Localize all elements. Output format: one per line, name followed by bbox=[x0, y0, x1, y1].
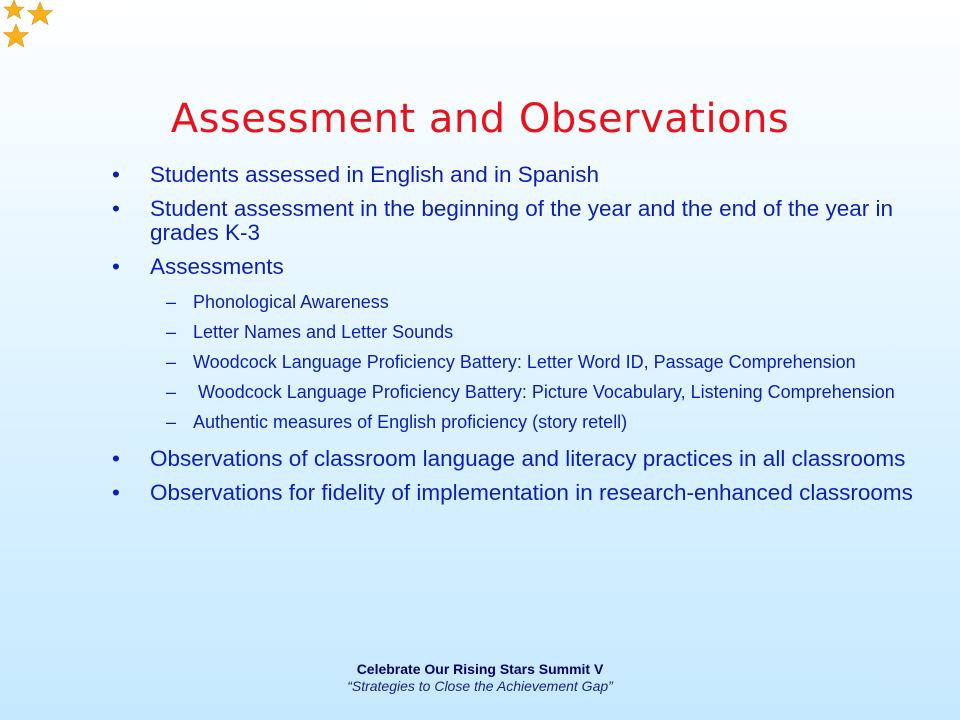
bullet-item bbox=[112, 481, 932, 505]
star-icon bbox=[4, 0, 24, 19]
sub-bullet-item bbox=[166, 291, 932, 313]
bullet-marker: • bbox=[112, 446, 120, 471]
star-icon bbox=[4, 24, 29, 47]
sub-bullet-text: Woodcock Language Proficiency Battery: Picture Vocabulary, Listening Comprehension bbox=[193, 382, 895, 402]
slide-title: Assessment and Observations bbox=[170, 96, 790, 142]
sub-bullet-marker: – bbox=[166, 382, 177, 402]
sub-bullet-marker: – bbox=[166, 352, 177, 372]
footer-event-name: Celebrate Our Rising Stars Summit V bbox=[356, 661, 604, 677]
sub-bullet-item bbox=[166, 381, 932, 403]
sub-bullet-text: Woodcock Language Proficiency Battery: Letter Word ID, Passage Comprehension bbox=[193, 352, 856, 372]
bullet-item bbox=[112, 163, 932, 187]
footer-tagline: “Strategies to Close the Achievement Gap” bbox=[347, 678, 613, 694]
bullet-text: Assessments bbox=[150, 254, 284, 279]
sub-bullet-text: Phonological Awareness bbox=[193, 292, 389, 312]
star-icon bbox=[28, 2, 53, 25]
bullet-item bbox=[112, 197, 932, 245]
bullet-text: Observations for fidelity of implementation in research-enhanced classrooms bbox=[150, 480, 913, 505]
bullet-marker: • bbox=[112, 480, 120, 505]
sub-bullet-text: Authentic measures of English proficiency (story retell) bbox=[193, 412, 628, 432]
slide-footer bbox=[0, 661, 960, 695]
sub-bullet-item bbox=[166, 411, 932, 433]
sub-bullet-marker: – bbox=[166, 412, 177, 432]
bullet-list bbox=[112, 163, 932, 515]
sub-bullet-item bbox=[166, 351, 932, 373]
bullet-item bbox=[112, 255, 932, 279]
sub-bullet-text: Letter Names and Letter Sounds bbox=[193, 322, 454, 342]
bullet-text: Student assessment in the beginning of the year and the end of the year in grades K-3 bbox=[150, 196, 894, 245]
bullet-item bbox=[112, 447, 932, 471]
sub-bullet-item bbox=[166, 321, 932, 343]
bullet-marker: • bbox=[112, 162, 120, 187]
bullet-marker: • bbox=[112, 254, 120, 279]
bullet-text: Students assessed in English and in Spanish bbox=[150, 162, 600, 187]
sub-bullet-marker: – bbox=[166, 292, 177, 312]
stars-logo bbox=[0, 0, 70, 60]
bullet-marker: • bbox=[112, 196, 120, 221]
sub-bullet-marker: – bbox=[166, 322, 177, 342]
bullet-text: Observations of classroom language and literacy practices in all classrooms bbox=[150, 446, 906, 471]
